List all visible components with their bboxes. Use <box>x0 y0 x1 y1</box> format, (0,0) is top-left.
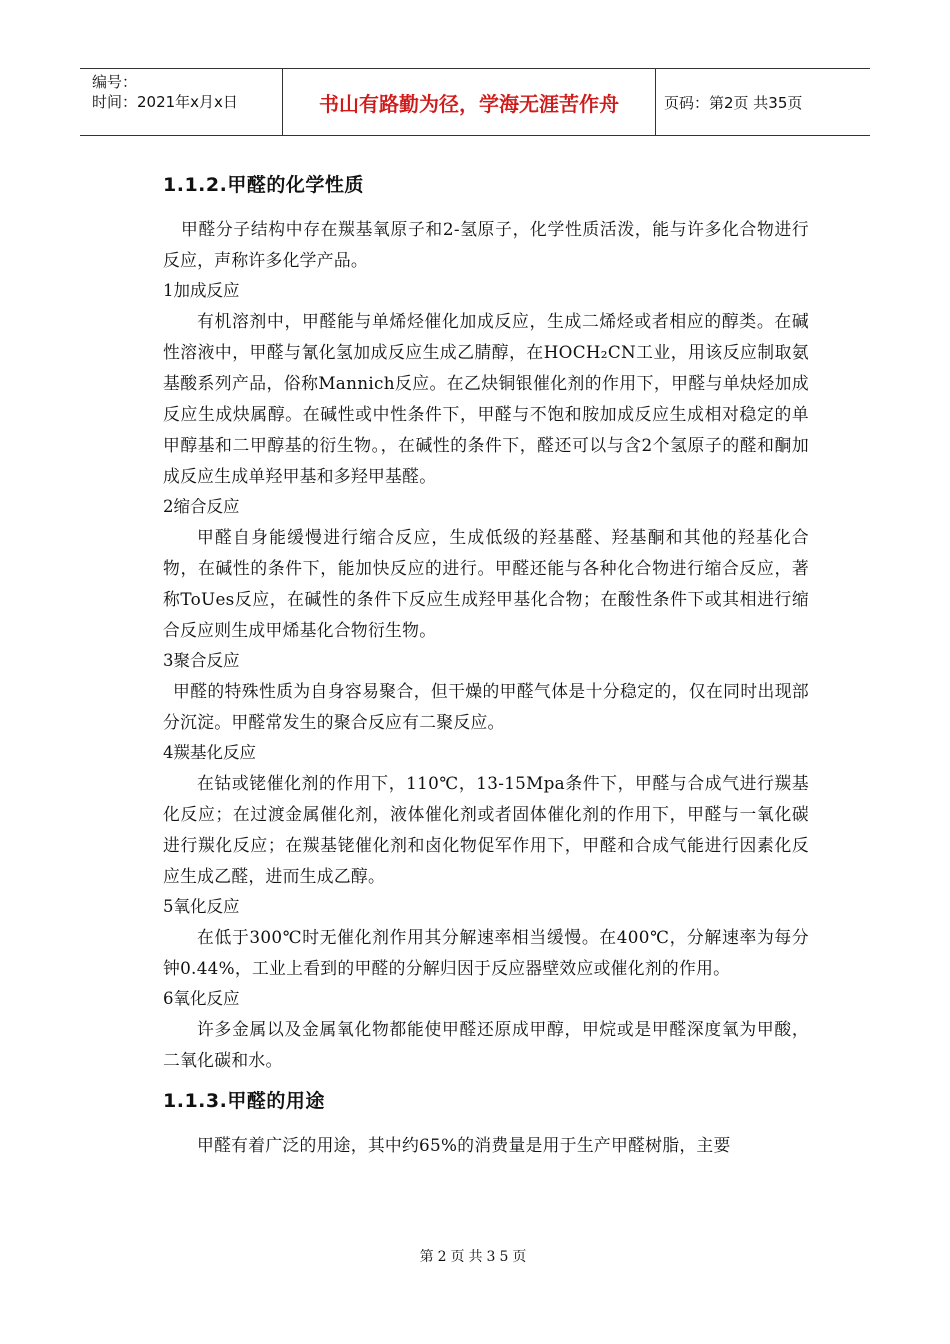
header-table <box>80 68 870 136</box>
subsection-title-oxidation-6: 6氧化反应 <box>163 989 240 1008</box>
subsection-title-polymerization: 3聚合反应 <box>163 651 240 670</box>
paragraph-polymerization: 甲醛的特殊性质为自身容易聚合，但干燥的甲醛气体是十分稳定的，仅在同时出现部分沉淀。甲醛常发生的聚合反应有二聚反应。 <box>163 681 809 732</box>
subsection-title-carbonylation: 4羰基化反应 <box>163 743 256 762</box>
header-left-cell <box>80 69 283 135</box>
header-motto-cell <box>283 69 656 135</box>
paragraph-oxidation-6: 许多金属以及金属氧化物都能使甲醛还原成甲醇，甲烷或是甲醛深度氧为甲酸，二氧化碳和水。 <box>163 1019 809 1070</box>
intro-paragraph: 甲醛分子结构中存在羰基氧原子和2-氢原子，化学性质活泼，能与许多化合物进行反应，声称许多化学产品。 <box>163 219 809 270</box>
page-footer: 第2页共35页 <box>419 1249 531 1265</box>
time-label: 时间：2021年x月x日 <box>92 93 238 111</box>
subsection-title-condensation: 2缩合反应 <box>163 497 240 516</box>
header-motto: 书山有路勤为径，学海无涯苦作舟 <box>319 91 619 116</box>
paragraph-condensation: 甲醛自身能缓慢进行缩合反应，生成低级的羟基醛、羟基酮和其他的羟基化合物，在碱性的条件下，能加快反应的进行。甲醛还能与各种化合物进行缩合反应，著称ToUes反应，在碱性的条件下反应生成羟甲基化合物；在酸性条件下或其相进行缩合反应则生成甲烯基化合物衍生物。 <box>163 527 809 640</box>
section-heading-chemical-properties: 1.1.2.甲醛的化学性质 <box>163 174 364 196</box>
page-info: 页码：第2页 共35页 <box>664 93 803 112</box>
subsection-title-oxidation-5: 5氧化反应 <box>163 897 240 916</box>
document-body <box>163 170 809 1161</box>
subsection-title-addition: 1加成反应 <box>163 281 240 300</box>
paragraph-carbonylation: 在钴或铑催化剂的作用下，110℃，13-15Mpa条件下，甲醛与合成气进行羰基化反应；在过渡金属催化剂，液体催化剂或者固体催化剂的作用下，甲醛与一氧化碳进行羰化反应；在羰基铑催化剂和卤化物促军作用下，甲醛和合成气能进行因素化反应生成乙醛，进而生成乙醇。 <box>163 773 809 886</box>
section-heading-uses: 1.1.3.甲醛的用途 <box>163 1090 325 1112</box>
header-page-cell <box>656 69 870 135</box>
paragraph-uses: 甲醛有着广泛的用途，其中约65%的消费量是用于生产甲醛树脂，主要 <box>197 1135 731 1155</box>
number-label: 编号： <box>92 73 138 91</box>
paragraph-addition: 有机溶剂中，甲醛能与单烯烃催化加成反应，生成二烯烃或者相应的醇类。在碱性溶液中，甲醛与氰化氢加成反应生成乙腈醇，在HOCH₂CN工业，用该反应制取氨基酸系列产品，俗称Mannich反应。在乙炔铜银催化剂的作用下，甲醛与单炔烃加成反应生成炔属醇。在碱性或中性条件下，甲醛与不饱和胺加成反应生成相对稳定的单甲醇基和二甲醇基的衍生物。，在碱性的条件下，醛还可以与含2个氢原子的醛和酮加成反应生成单羟甲基和多羟甲基醛。 <box>163 311 809 486</box>
paragraph-oxidation-5: 在低于300℃时无催化剂作用其分解速率相当缓慢。在400℃，分解速率为每分钟0.44%，工业上看到的甲醛的分解归因于反应器壁效应或催化剂的作用。 <box>163 927 809 978</box>
